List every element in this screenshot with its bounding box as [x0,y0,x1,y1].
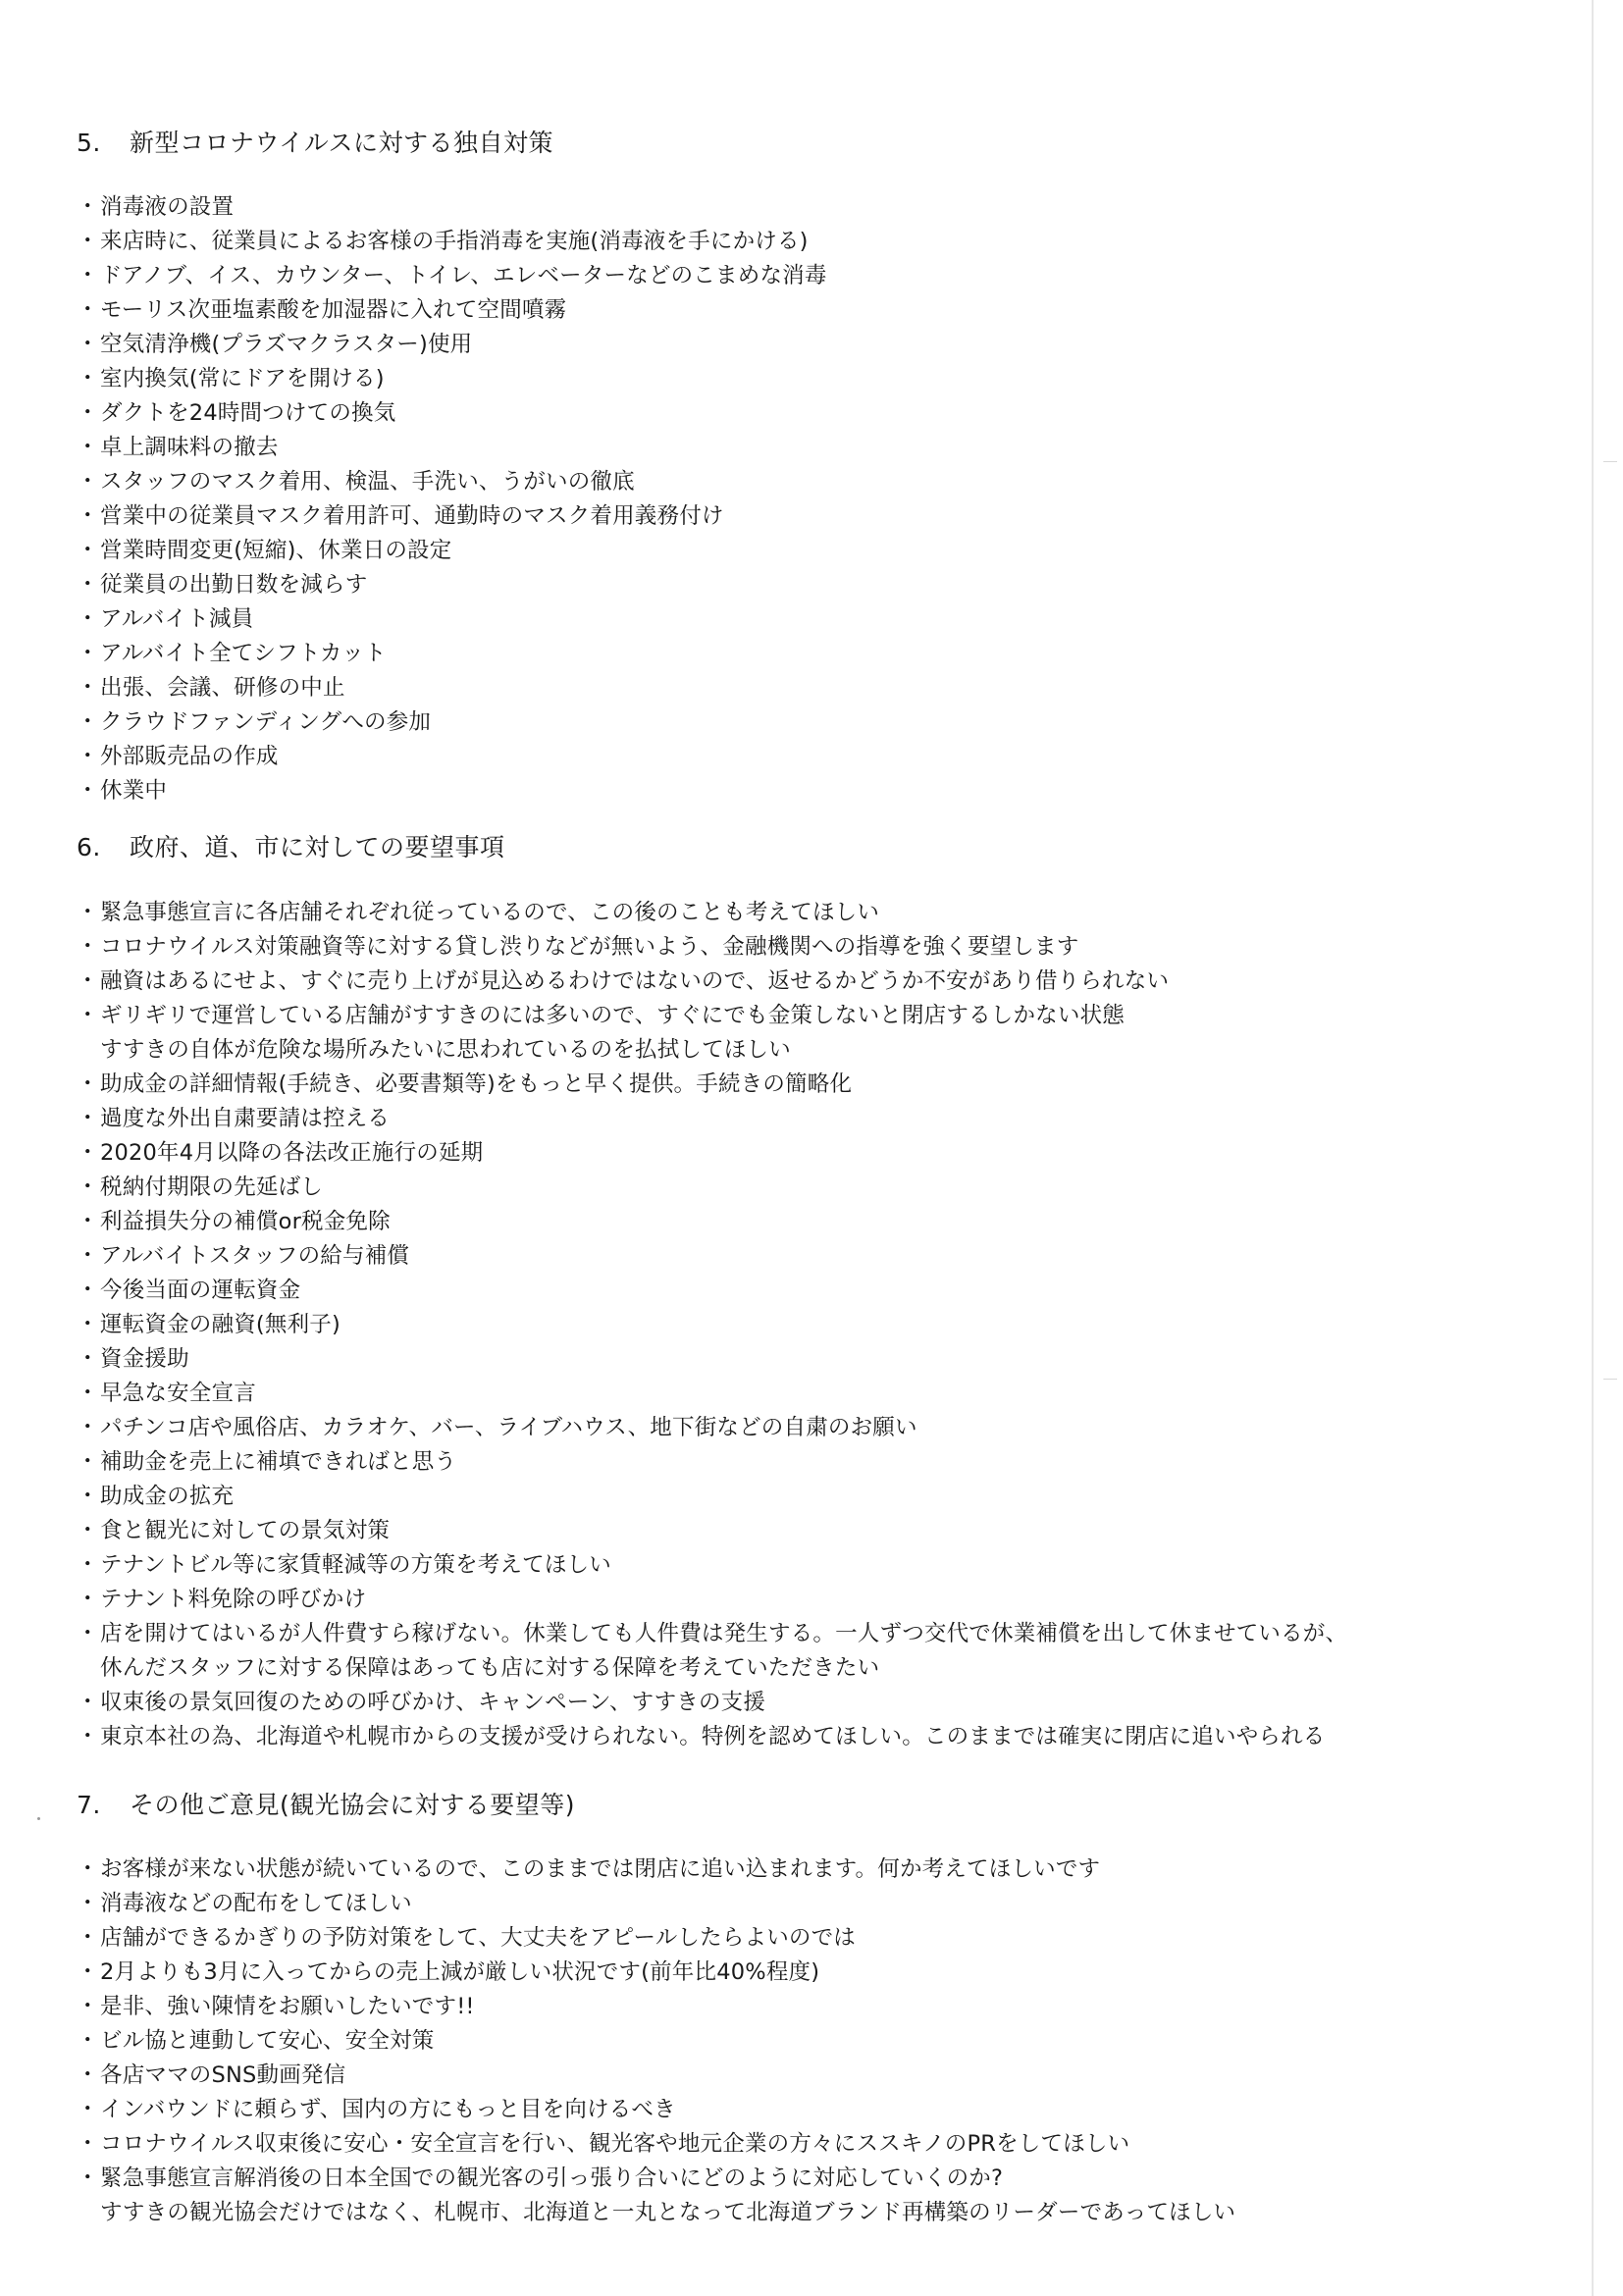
list-item [77,774,827,809]
bullet-icon: ・ [77,1140,99,1166]
list-item [77,1852,1235,1887]
list-item-text: コロナウイルス対策融資等に対する貸し渋りなどが無いよう、金融機関への指導を強く要望します [100,934,1079,960]
list-item [77,568,827,602]
list-item [77,1308,1347,1342]
bullet-icon: ・ [77,1243,99,1269]
bullet-icon: ・ [77,1003,99,1028]
list-item-text: 収束後の景気回復のための呼びかけ、キャンペーン、すすきの支援 [100,1690,766,1715]
list-item-text: すすきの自体が危険な場所みたいに思われているのを払拭してほしい [100,1037,791,1063]
section-number: 6. [77,833,101,861]
list-item [77,225,827,259]
bullet-icon: ・ [77,709,99,735]
bullet-icon: ・ [77,1959,99,1985]
bullet-icon: ・ [77,2131,99,2157]
bullet-icon: ・ [77,1106,99,1131]
list-item [77,1205,1347,1239]
list-item-text: 利益損失分の補償or税金免除 [100,1209,391,1234]
list-item-text: すすきの観光協会だけではなく、札幌市、北海道と一丸となって北海道ブランド再構築のリーダーであってほしい [100,2200,1236,2225]
list-item-text: ダクトを24時間つけての換気 [100,400,396,426]
section-number: 5. [77,129,101,157]
list-item-text: 来店時に、従業員によるお客様の手指消毒を実施(消毒液を手にかける) [100,229,809,254]
list-item-text: 緊急事態宣言解消後の日本全国での観光客の引っ張り合いにどのように対応していくのか? [100,2166,1004,2191]
list-item [77,637,827,671]
list-item [77,740,827,774]
list-item-text: 助成金の詳細情報(手続き、必要書類等)をもっと早く提供。手続きの簡略化 [100,1071,853,1097]
list-item-text: 卓上調味料の撤去 [100,435,279,460]
list-item [77,1617,1347,1686]
list-item-text: 空気清浄機(プラズマクラスター)使用 [100,332,473,357]
bullet-icon: ・ [77,572,99,598]
list-item-text: 早急な安全宣言 [100,1381,256,1406]
list-item-text: 今後当面の運転資金 [100,1278,301,1303]
section-number: 7. [77,1791,101,1819]
list-item-text: 助成金の拡充 [100,1484,235,1509]
bullet-icon: ・ [77,1925,99,1951]
list-item [77,1274,1347,1308]
list-item-text: インバウンドに頼らず、国内の方にもっと目を向けるべき [100,2097,676,2122]
bullet-icon: ・ [77,194,99,220]
bullet-icon: ・ [77,675,99,701]
bullet-icon: ・ [77,435,99,460]
section-heading [77,832,1548,863]
list-item [77,965,1347,999]
list-item [77,1342,1347,1377]
list-item [77,1921,1235,1956]
list-item [77,1990,1235,2024]
list-item-text: 資金援助 [100,1346,189,1372]
section-title: その他ご意見(観光協会に対する要望等) [130,1791,576,1819]
scan-edge-mark [1603,1379,1617,1380]
list-item [77,930,1347,965]
list-item-text: お客様が来ない状態が続いているので、このままでは閉店に追い込まれます。何か考えてほしいです [100,1856,1101,1882]
bullet-icon: ・ [77,1381,99,1406]
bullet-icon: ・ [77,1518,99,1543]
list-item [77,1068,1347,1102]
list-item [77,328,827,362]
bullet-icon: ・ [77,366,99,391]
list-item-text: ギリギリで運営している店舗がすすきのには多いので、すぐにでも金策しないと閉店するしかない状態 [100,1003,1125,1028]
list-item [77,190,827,225]
list-item [77,1686,1347,1720]
bullet-icon: ・ [77,900,99,925]
bullet-icon: ・ [77,469,99,495]
bullet-icon: ・ [77,744,99,769]
list-item-text: コロナウイルス収束後に安心・安全宣言を行い、観光客や地元企業の方々にススキノのPRをしてほしい [100,2131,1130,2157]
list-item [77,2059,1235,2093]
bullet-icon: ・ [77,1724,99,1749]
bullet-icon: ・ [77,1278,99,1303]
list-item [77,1411,1347,1445]
list-item-text: 消毒液などの配布をしてほしい [100,1891,412,1916]
list-item-text: 食と観光に対しての景気対策 [100,1518,391,1543]
list-item-text: 過度な外出自粛要請は控える [100,1106,391,1131]
bullet-icon: ・ [77,1994,99,2019]
list-item-text: アルバイト減員 [100,606,254,632]
bullet-icon: ・ [77,934,99,960]
bullet-icon: ・ [77,1484,99,1509]
list-item [77,396,827,431]
list-item-text: 是非、強い陳情をお願いしたいです!! [100,1994,475,2019]
bullet-icon: ・ [77,1621,99,1646]
list-item-text: 従業員の出勤日数を減らす [100,572,368,598]
list-item [77,362,827,396]
list-item-text: スタッフのマスク着用、検温、手洗い、うがいの徹底 [100,469,635,495]
list-item-text: 各店ママのSNS動画発信 [100,2062,346,2088]
list-item-text: 東京本社の為、北海道や札幌市からの支援が受けられない。特例を認めてほしい。このままでは確実に閉店に追いやられる [100,1724,1326,1749]
list-item [77,293,827,328]
bullet-icon: ・ [77,1174,99,1200]
bullet-icon: ・ [77,778,99,804]
list-item-text: 融資はあるにせよ、すぐに売り上げが見込めるわけではないので、返せるかどうか不安があり借りられない [100,968,1170,994]
bullet-icon: ・ [77,1312,99,1337]
bullet-icon: ・ [77,503,99,529]
list-item [77,465,827,499]
list-item-text: 室内換気(常にドアを開ける) [100,366,385,391]
bullet-icon: ・ [77,1415,99,1440]
list-item [77,1956,1235,1990]
bullet-icon: ・ [77,1071,99,1097]
list-item [77,2024,1235,2059]
list-item-text: ドアノブ、イス、カウンター、トイレ、エレベーターなどのこまめな消毒 [100,263,827,288]
bullet-icon: ・ [77,641,99,666]
list-item-text: クラウドファンディングへの参加 [100,709,432,735]
list-item [77,1239,1347,1274]
bullet-icon: ・ [77,263,99,288]
list-item-text: 出張、会議、研修の中止 [100,675,345,701]
list-item [77,602,827,637]
bullet-icon: ・ [77,297,99,323]
list-item [77,2127,1235,2162]
list-item-text: 店を開けてはいるが人件費すら稼げない。休業しても人件費は発生する。一人ずつ交代で休業補償を出して休ませているが、 [100,1621,1348,1646]
list-item-text: 2月よりも3月に入ってからの売上減が厳しい状況です(前年比40%程度) [100,1959,820,1985]
list-item [77,431,827,465]
list-item [77,499,827,534]
list-item [77,259,827,293]
list-item [77,999,1347,1068]
bullet-icon: ・ [77,1587,99,1612]
bullet-icon: ・ [77,2028,99,2054]
list-item-text: 税納付期限の先延ばし [100,1174,324,1200]
list-item [77,1480,1347,1514]
bullet-icon: ・ [77,2166,99,2191]
list-item-text: 休業中 [100,778,168,804]
bullet-icon: ・ [77,1690,99,1715]
list-item [77,705,827,740]
section-heading [77,1790,1548,1821]
section-item-list [77,896,1347,1754]
list-item [77,2162,1235,2230]
bullet-icon: ・ [77,1856,99,1882]
list-item-text: 補助金を売上に補填できればと思う [100,1449,457,1475]
list-item-text: テナント料免除の呼びかけ [100,1587,367,1612]
bullet-icon: ・ [77,332,99,357]
section-title: 政府、道、市に対しての要望事項 [130,833,505,861]
list-item [77,1102,1347,1136]
bullet-icon: ・ [77,606,99,632]
list-item [77,1514,1347,1548]
list-item [77,671,827,705]
bullet-icon: ・ [77,1209,99,1234]
list-item-text: モーリス次亜塩素酸を加湿器に入れて空間噴霧 [100,297,567,323]
list-item-text: アルバイトスタッフの給与補償 [100,1243,410,1269]
list-item-text: アルバイト全てシフトカット [100,641,387,666]
list-item-text: 運転資金の融資(無利子) [100,1312,340,1337]
list-item [77,1171,1347,1205]
list-item-text: 消毒液の設置 [100,194,235,220]
scan-page-edge [1592,0,1594,2296]
bullet-icon: ・ [77,1552,99,1578]
bullet-icon: ・ [77,229,99,254]
list-item-text: テナントビル等に家賃軽減等の方策を考えてほしい [100,1552,611,1578]
bullet-icon: ・ [77,2097,99,2122]
section-heading [77,128,1548,159]
list-item-text: 休んだスタッフに対する保障はあっても店に対する保障を考えていただきたい [100,1655,880,1681]
list-item-text: パチンコ店や風俗店、カラオケ、バー、ライブハウス、地下街などの自粛のお願い [100,1415,917,1440]
bullet-icon: ・ [77,1449,99,1475]
section-item-list [77,1852,1235,2230]
list-item-text: 営業時間変更(短縮)、休業日の設定 [100,538,452,563]
list-item [77,534,827,568]
section-7 [77,1790,1548,2225]
bullet-icon: ・ [77,1891,99,1916]
bullet-icon: ・ [77,2062,99,2088]
list-item-text: 店舗ができるかぎりの予防対策をして、大丈夫をアピールしたらよいのでは [100,1925,857,1951]
section-6 [77,832,1548,1749]
list-item [77,1136,1347,1171]
list-item [77,1583,1347,1617]
list-item [77,1445,1347,1480]
section-5 [77,128,1548,804]
section-title: 新型コロナウイルスに対する独自対策 [130,129,554,157]
bullet-icon: ・ [77,400,99,426]
list-item [77,1720,1347,1754]
list-item [77,896,1347,930]
bullet-icon: ・ [77,968,99,994]
list-item-text: 外部販売品の作成 [100,744,279,769]
bullet-icon: ・ [77,1346,99,1372]
bullet-icon: ・ [77,538,99,563]
list-item-text: 営業中の従業員マスク着用許可、通勤時のマスク着用義務付け [100,503,724,529]
list-item-text: 2020年4月以降の各法改正施行の延期 [100,1140,484,1166]
list-item-text: 緊急事態宣言に各店舗それぞれ従っているので、この後のことも考えてほしい [100,900,880,925]
scan-edge-mark [1603,461,1617,462]
section-item-list [77,190,827,809]
list-item [77,1887,1235,1921]
list-item-text: ビル協と連動して安心、安全対策 [100,2028,435,2054]
scan-speck [37,1817,40,1820]
list-item [77,1548,1347,1583]
list-item [77,2093,1235,2127]
list-item [77,1377,1347,1411]
